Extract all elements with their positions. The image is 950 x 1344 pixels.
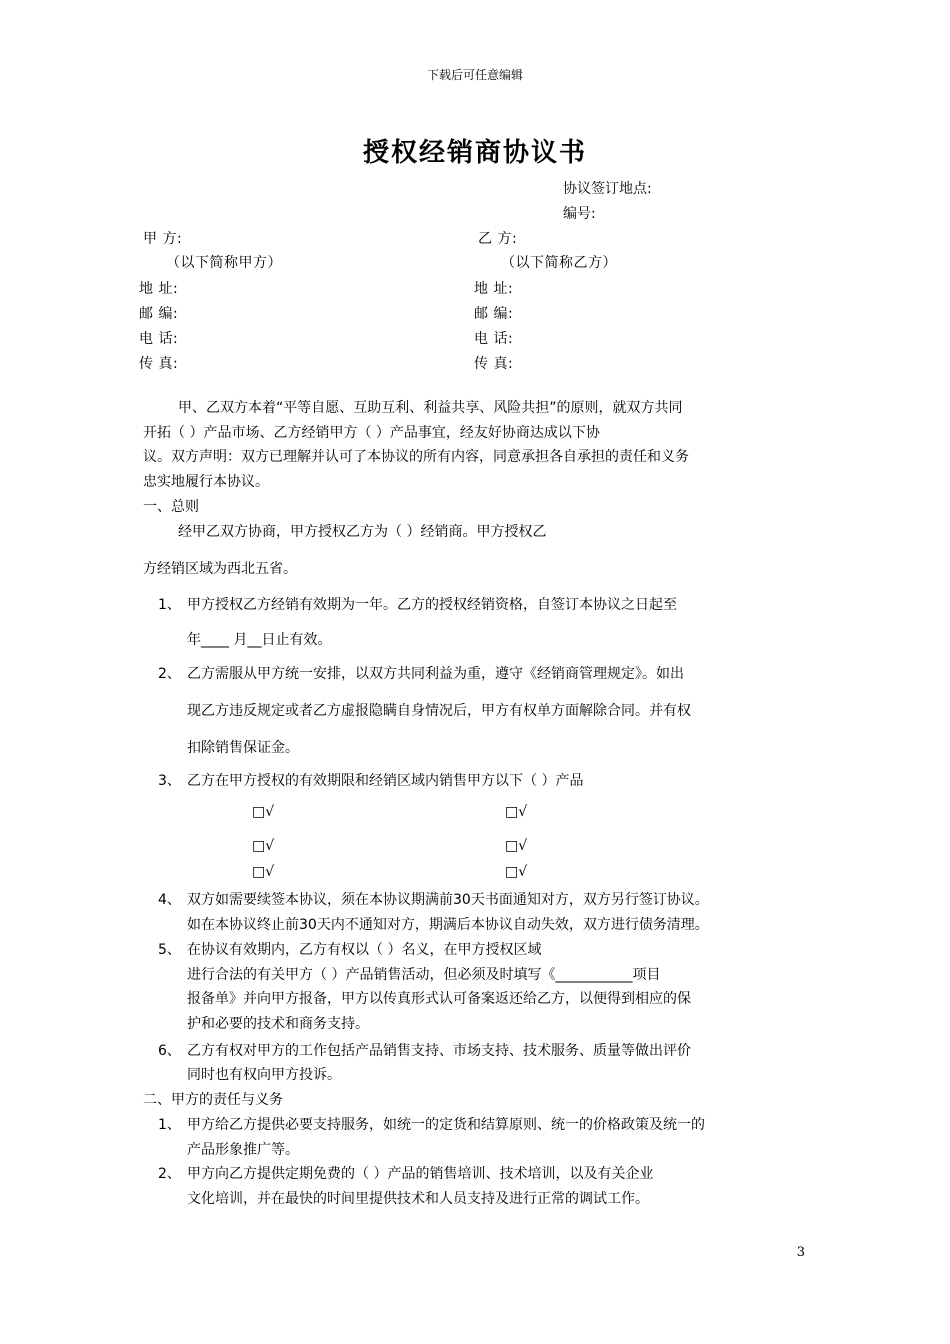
- s2-item-1-line-1: 甲方给乙方提供必要支持服务，如统一的定货和结算原则、统一的价格政策及统一的: [187, 1117, 705, 1133]
- item-4-number: 4、: [158, 892, 181, 908]
- product-checkbox[interactable]: □√: [505, 804, 528, 820]
- party-b-phone: 电 话:: [474, 331, 514, 347]
- header-note: 下载后可任意编辑: [426, 68, 523, 82]
- page-number: 3: [796, 1245, 805, 1260]
- product-checkbox[interactable]: □√: [505, 838, 528, 854]
- preamble-line-3: 议。双方声明：双方已理解并认可了本协议的所有内容，同意承担各自承担的责任和义务: [143, 449, 689, 465]
- item-5-line-2: 进行合法的有关甲方（ ）产品销售活动，但必须及时填写《___________项目: [187, 967, 661, 983]
- item-3-line-1: 乙方在甲方授权的有效期限和经销区域内销售甲方以下（ ）产品: [187, 773, 584, 789]
- party-a-fax: 传 真:: [139, 356, 179, 372]
- section-2-heading: 二、甲方的责任与义务: [143, 1092, 283, 1108]
- s2-item-1-line-2: 产品形象推广等。: [187, 1142, 299, 1158]
- general-intro-line-2: 方经销区域为西北五省。: [143, 561, 297, 577]
- document-title: 授权经销商协议书: [362, 138, 587, 168]
- product-checkbox[interactable]: □√: [505, 864, 528, 880]
- product-checkbox[interactable]: □√: [252, 838, 275, 854]
- item-2-line-2: 现乙方违反规定或者乙方虚报隐瞒自身情况后，甲方有权单方面解除合同。并有权: [187, 703, 691, 719]
- party-a-postcode: 邮 编:: [139, 306, 179, 322]
- party-b-address: 地 址:: [474, 281, 514, 297]
- party-a-label: 甲 方:: [143, 231, 183, 247]
- item-2-line-1: 乙方需服从甲方统一安排，以双方共同利益为重，遵守《经销商管理规定》。如出: [187, 666, 684, 682]
- item-1-line-1: 甲方授权乙方经销有效期为一年。乙方的授权经销资格，自签订本协议之日起至: [187, 597, 677, 613]
- s2-item-2-line-1: 甲方向乙方提供定期免费的（ ）产品的销售培训、技术培训，以及有关企业: [187, 1166, 654, 1182]
- item-3-number: 3、: [158, 773, 181, 789]
- product-checkbox[interactable]: □√: [252, 804, 275, 820]
- general-intro-line-1: 经甲乙双方协商，甲方授权乙方为（ ）经销商。甲方授权乙: [178, 524, 547, 540]
- item-5-line-1: 在协议有效期内，乙方有权以（ ）名义，在甲方授权区域: [187, 942, 542, 958]
- item-2-number: 2、: [158, 666, 181, 682]
- item-1-number: 1、: [158, 597, 181, 613]
- preamble-line-1: 甲、乙双方本着“平等自愿、互助互利、利益共享、风险共担”的原则，就双方共同: [178, 400, 683, 416]
- item-6-line-2: 同时也有权向甲方投诉。: [187, 1067, 341, 1083]
- s2-item-1-number: 1、: [158, 1117, 181, 1133]
- preamble-line-2: 开拓（ ）产品市场、乙方经销甲方（ ）产品事宜，经友好协商达成以下协: [143, 425, 600, 441]
- item-6-line-1: 乙方有权对甲方的工作包括产品销售支持、市场支持、技术服务、质量等做出评价: [187, 1043, 691, 1059]
- party-a-phone: 电 话:: [139, 331, 179, 347]
- item-5-line-3: 报备单》并向甲方报备，甲方以传真形式认可备案返还给乙方，以便得到相应的保: [187, 991, 691, 1007]
- party-a-abbr: （以下简称甲方）: [166, 255, 282, 271]
- product-checkbox[interactable]: □√: [252, 864, 275, 880]
- s2-item-2-line-2: 文化培训，并在最快的时间里提供技术和人员支持及进行正常的调试工作。: [187, 1191, 649, 1207]
- item-2-line-3: 扣除销售保证金。: [187, 740, 299, 756]
- party-b-abbr: （以下简称乙方）: [501, 255, 617, 271]
- signing-location-label: 协议签订地点:: [563, 181, 652, 197]
- party-a-address: 地 址:: [139, 281, 179, 297]
- contract-number-label: 编号:: [563, 206, 596, 222]
- party-b-postcode: 邮 编:: [474, 306, 514, 322]
- item-1-line-2: 年____ 月__日止有效。: [187, 632, 332, 648]
- section-1-heading: 一、总则: [143, 499, 199, 515]
- item-4-line-2: 如在本协议终止前30天内不通知对方，期满后本协议自动失效，双方进行债务清理。: [187, 917, 709, 933]
- party-b-fax: 传 真:: [474, 356, 514, 372]
- item-5-number: 5、: [158, 942, 181, 958]
- item-6-number: 6、: [158, 1043, 181, 1059]
- party-b-label: 乙 方:: [478, 231, 518, 247]
- s2-item-2-number: 2、: [158, 1166, 181, 1182]
- preamble-line-4: 忠实地履行本协议。: [143, 474, 269, 490]
- item-4-line-1: 双方如需要续签本协议，须在本协议期满前30天书面通知对方，双方另行签订协议。: [187, 892, 709, 908]
- item-5-line-4: 护和必要的技术和商务支持。: [187, 1016, 369, 1032]
